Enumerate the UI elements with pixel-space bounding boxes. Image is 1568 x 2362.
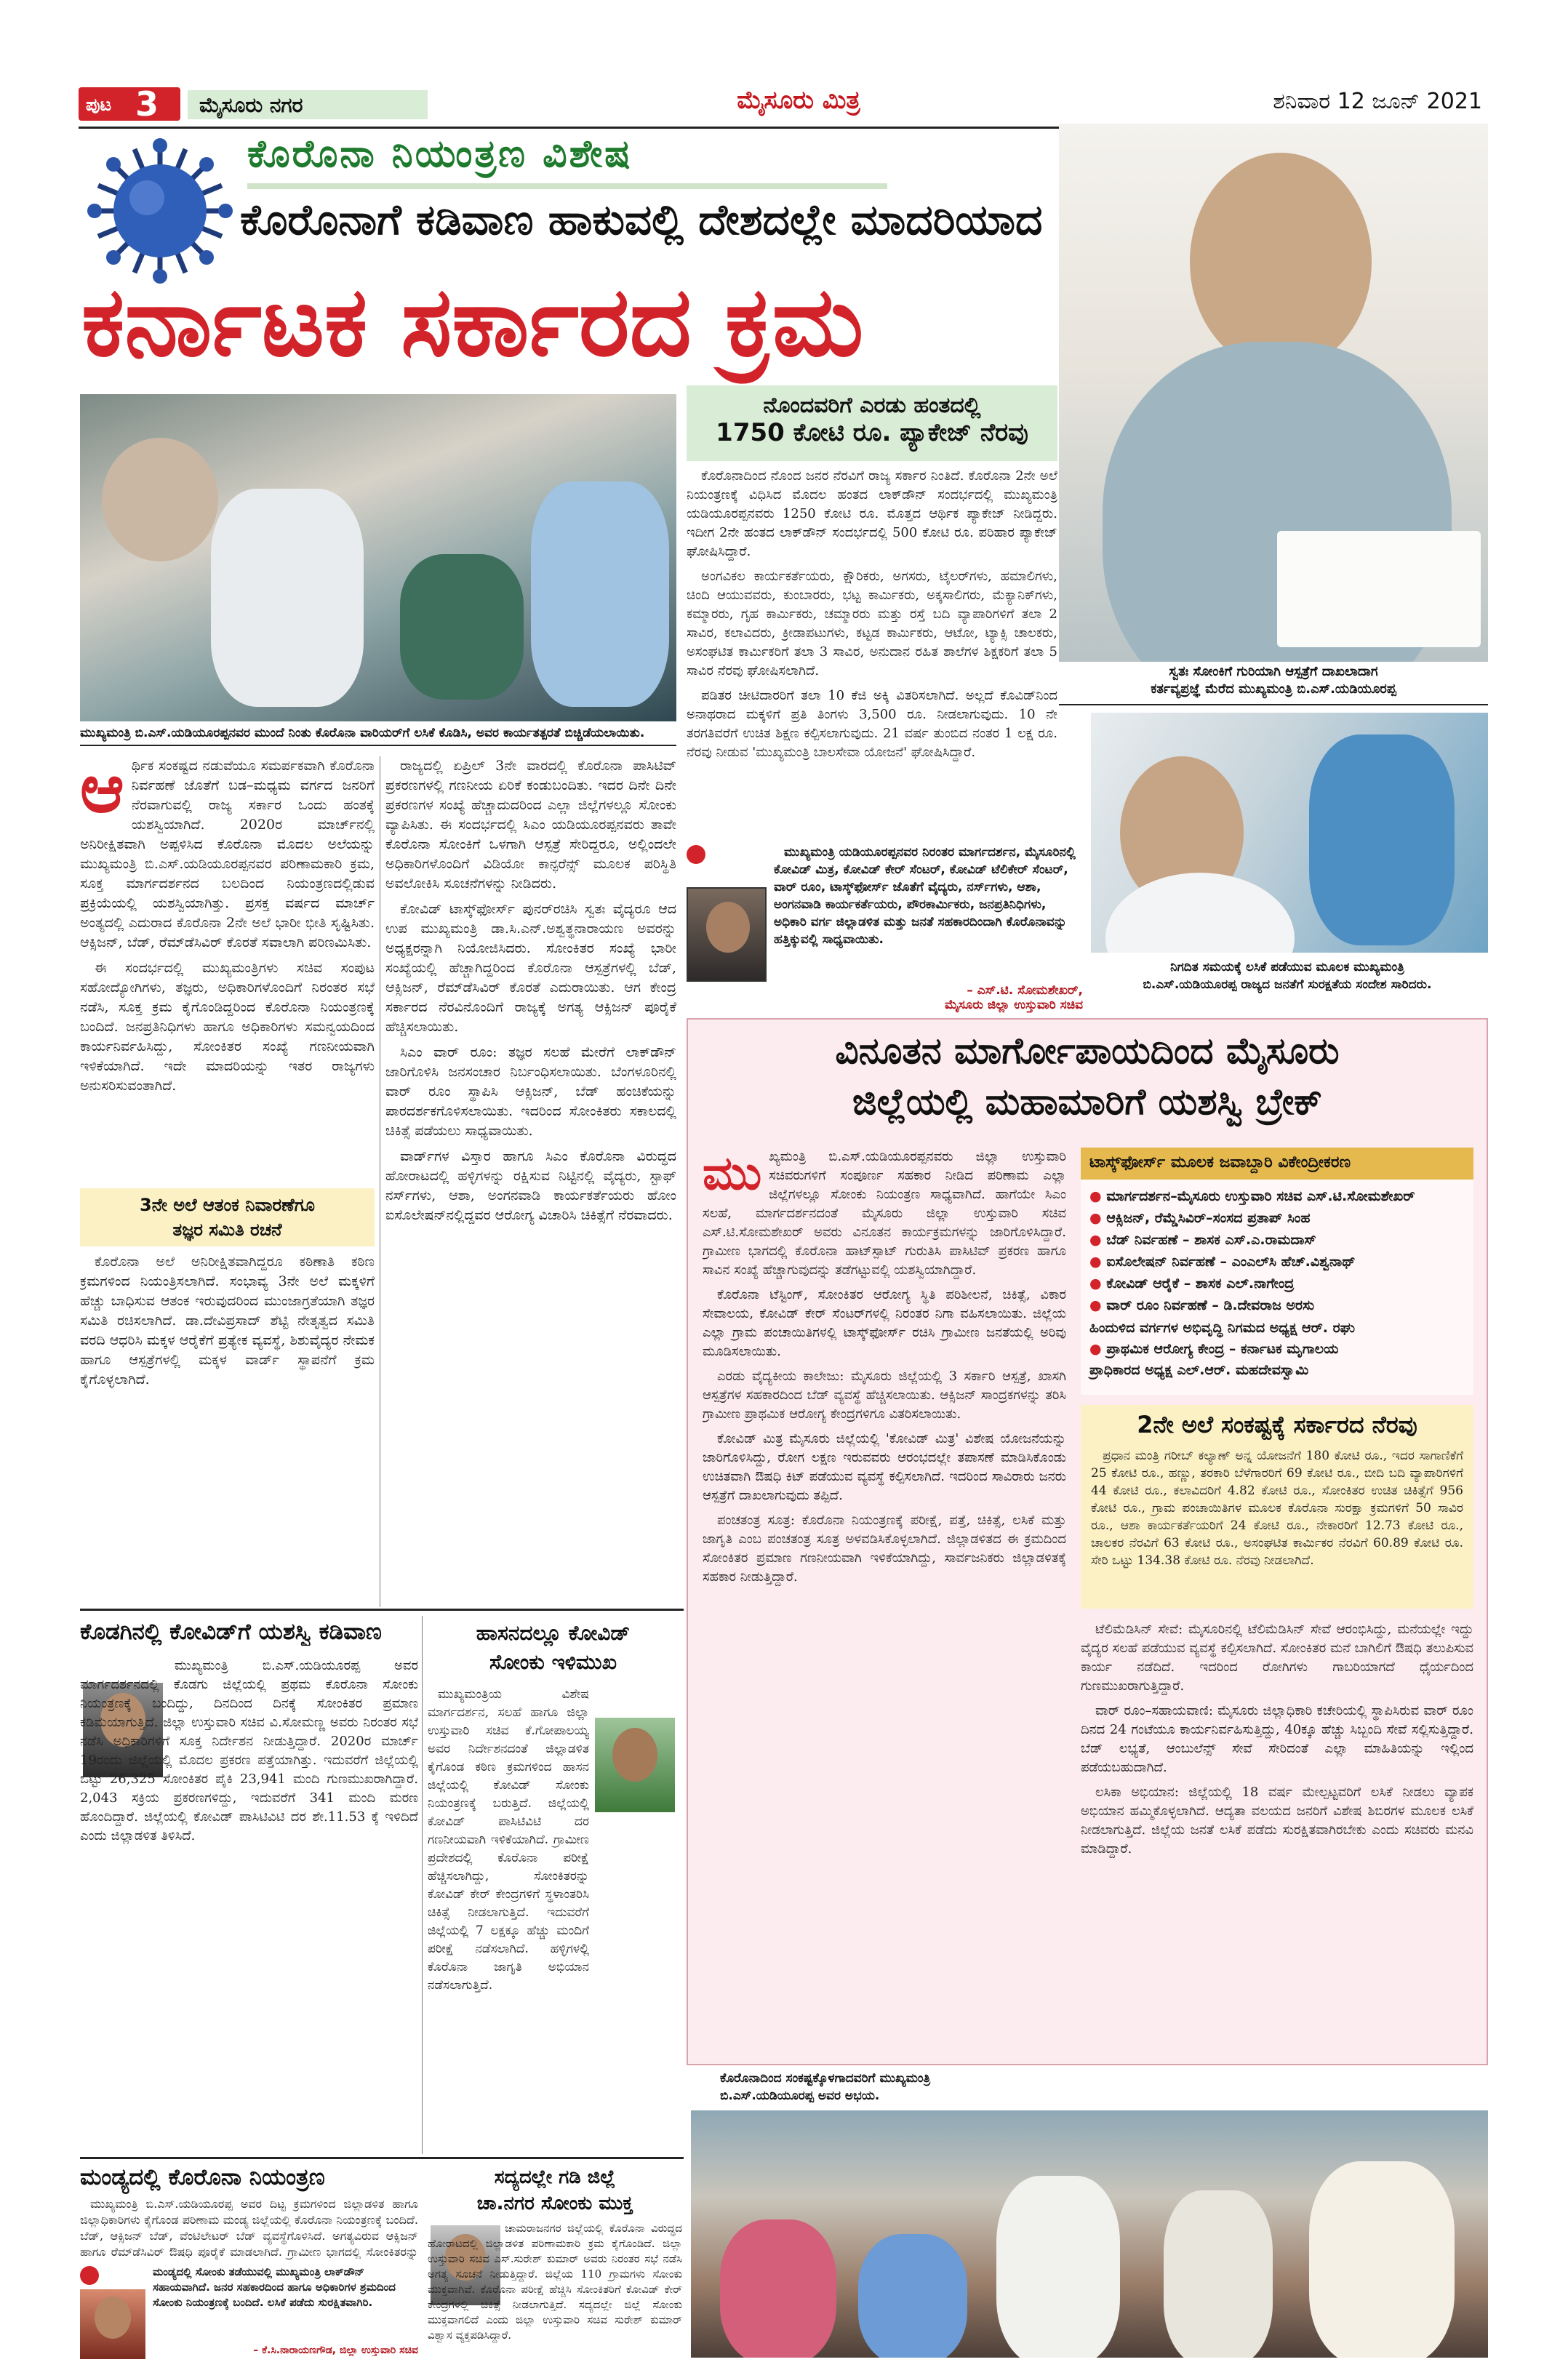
vaccine-photo-caption: ನಿಗದಿತ ಸಮಯಕ್ಕೆ ಲಸಿಕೆ ಪಡೆಯುವ ಮೂಲಕ ಮುಖ್ಯಮಂತ್ರಿ ಬಿ.ಎಸ್.ಯಡಿಯೂರಪ್ಪ ರಾಜ್ಯದ ಜನತೆಗೆ ಸುರಕ್ಷತೆಯ ಸಂದೇಶ ಸಾರಿದರು.: [1143, 960, 1432, 992]
taskforce-item: ● ಕೋವಿಡ್ ಆರೈಕೆ – ಶಾಸಕ ಎಲ್.ನಾಗೇಂದ್ರ: [1089, 1273, 1468, 1294]
taskforce-list: [1089, 1185, 1468, 1380]
somashekar-quote-text: ಮುಖ್ಯಮಂತ್ರಿ ಯಡಿಯೂರಪ್ಪನವರ ನಿರಂತರ ಮಾರ್ಗದರ್ಶನ, ಮೈಸೂರಿನಲ್ಲಿ ಕೋವಿಡ್ ಮಿತ್ರ, ಕೋವಿಡ್ ಕೇರ್ ಸೆಂಟರ್, ಕೋವಿಡ್ ಟೆಲಿಕೇರ್ ಸೆಂಟರ್, ವಾರ್ ರೂಂ, ಟಾಸ್ಕ್‌ಫೋರ್ಸ್ ಜೊತೆಗೆ ವೈದ್ಯರು, ನರ್ಸ್‌ಗಳು, ಆಶಾ, ಅಂಗನವಾಡಿ ಕಾರ್ಯಕರ್ತೆಯರು, ಪೌರಕಾರ್ಮಿಕರು, ಜನಪ್ರತಿನಿಧಿಗಳು, ಅಧಿಕಾರಿ ವರ್ಗ ಜಿಲ್ಲಾಡಳಿತ ಮತ್ತು ಜನತೆ ಸಹಕಾರದಿಂದಾಗಿ ಕೊರೊನಾವನ್ನು ಹತ್ತಿಕ್ಕುವಲ್ಲಿ ಸಾಧ್ಯವಾಯಿತು.: [774, 845, 1076, 947]
cm-head-shape: [1190, 153, 1372, 371]
second-wave-body: ಪ್ರಧಾನ ಮಂತ್ರಿ ಗರೀಬ್ ಕಲ್ಯಾಣ್ ಅನ್ನ ಯೋಜನೆಗೆ 180 ಕೋಟಿ ರೂ., ಇದರ ಸಾಗಾಣಿಕೆಗೆ 25 ಕೋಟಿ ರೂ., ಹಣ್ಣು, ತರಕಾರಿ ಬೆಳೆಗಾರರಿಗೆ 69 ಕೋಟಿ ರೂ., ಬೀದಿ ಬದಿ ವ್ಯಾಪಾರಿಗಳಿಗೆ 44 ಕೋಟಿ ರೂ., ಕಲಾವಿದರಿಗೆ 4.82 ಕೋಟಿ ರೂ., ಸೋಂಕಿತರ ಉಚಿತ ಚಿಕಿತ್ಸೆಗೆ 956 ಕೋಟಿ ರೂ., ಗ್ರಾಮ ಪಂಚಾಯಿತಿಗಳ ಮೂಲಕ ಕೊರೊನಾ ಸುರಕ್ಷಾ ಕ್ರಮಗಳಿಗೆ 50 ಸಾವಿರ ರೂ., ಆಶಾ ಕಾರ್ಯಕರ್ತೆಯರಿಗೆ 24 ಕೋಟಿ ರೂ., ನೇಕಾರರಿಗೆ 12.73 ಕೋಟಿ ರೂ., ಚಾಲಕರ ನೆರವಿಗೆ 63 ಕೋಟಿ ರೂ., ಅಸಂಘಟಿತ ಕಾರ್ಮಿಕರ ನೆರವಿಗೆ 60.89 ಕೋಟಿ ರೂ. ಸೇರಿ ಒಟ್ಟು 134.38 ಕೋಟಿ ರೂ. ನೆರವು ನೀಡಲಾಗಿದೆ.: [1091, 1449, 1463, 1568]
somashekar-quote: [687, 844, 1083, 1018]
taskforce-item: ● ಐಸೊಲೇಷನ್ ನಿರ್ವಹಣೆ – ಎಂಎಲ್‌ಸಿ ಹೆಚ್.ವಿಶ್ವನಾಥ್: [1089, 1251, 1468, 1273]
innovative-box: [687, 1018, 1488, 2065]
headline-deck: ಕೊರೊನಾಗೆ ಕಡಿವಾಣ ಹಾಕುವಲ್ಲಿ ದೇಶದಲ್ಲೇ ಮಾದರಿಯಾದ: [240, 195, 1043, 244]
issue-date: ಶನಿವಾರ 12 ಜೂನ್ 2021: [1273, 89, 1482, 114]
mandya-title: ಮಂಡ್ಯದಲ್ಲಿ ಕೊರೊನಾ ನಿಯಂತ್ರಣ: [80, 2164, 325, 2190]
somashekar-avatar: [687, 887, 767, 982]
hassan-title: ಹಾಸನದಲ್ಲೂ ಕೋವಿಡ್ ಸೋಂಕು ಇಳಿಮುಖ: [476, 1621, 631, 1674]
third-wave-body: ಕೊರೊನಾ ಅಲೆ ಅನಿರೀಕ್ಷಿತವಾಗಿದ್ದರೂ ಕಠಿಣಾತಿ ಕಠಿಣ ಕ್ರಮಗಳಿಂದ ನಿಯಂತ್ರಿಸಲಾಗಿದೆ. ಸಂಭಾವ್ಯ 3ನೇ ಅಲೆ ಮಕ್ಕಳಿಗೆ ಹೆಚ್ಚು ಬಾಧಿಸುವ ಆತಂಕ ಇರುವುದರಿಂದ ಮುಂಜಾಗ್ರತೆಯಾಗಿ ತಜ್ಞರ ಸಮಿತಿ ರಚಿಸಲಾಗಿದೆ. ಡಾ.ದೇವಿಪ್ರಸಾದ್ ಶೆಟ್ಟಿ ನೇತೃತ್ವದ ಸಮಿತಿ ವರದಿ ಆಧರಿಸಿ ಮಕ್ಕಳ ಆರೈಕೆಗೆ ಪ್ರತ್ಯೇಕ ವ್ಯವಸ್ಥೆ, ಶಿಶುವೈದ್ಯರ ನೇಮಕ ಹಾಗೂ ಆಸ್ಪತ್ರೆಗಳಲ್ಲಿ ಮಕ್ಕಳ ವಾರ್ಡ್ ಸ್ಥಾಪನೆಗೆ ಕ್ರಮ ಕೈಗೊಳ್ಳಲಾಗಿದೆ.: [80, 1254, 375, 1388]
taskforce-item: ● ಬೆಡ್ ನಿರ್ವಹಣೆ – ಶಾಸಕ ಎಸ್.ಎ.ರಾಮದಾಸ್: [1089, 1229, 1468, 1251]
second-wave-title: 2ನೇ ಅಲೆ ಸಂಕಷ್ಟಕ್ಕೆ ಸರ್ಕಾರದ ನೆರವು: [1137, 1411, 1417, 1438]
somashekar-attribution: – ಎಸ್.ಟಿ. ಸೋಮಶೇಖರ್, ಮೈಸೂರು ಜಿಲ್ಲಾ ಉಸ್ತುವಾರಿ ಸಚಿವ: [945, 983, 1083, 1012]
second-wave-box: [1081, 1405, 1473, 1609]
page-number: 3: [135, 84, 159, 124]
hassan-body: ಮುಖ್ಯಮಂತ್ರಿಯ ವಿಶೇಷ ಮಾರ್ಗದರ್ಶನ, ಸಲಹೆ ಹಾಗೂ ಜಿಲ್ಲಾ ಉಸ್ತುವಾರಿ ಸಚಿವ ಕೆ.ಗೋಪಾಲಯ್ಯ ಅವರ ನಿರ್ದೇಶನದಂತೆ ಜಿಲ್ಲಾಡಳಿತ ಕೈಗೊಂಡ ಕಠಿಣ ಕ್ರಮಗಳಿಂದ ಹಾಸನ ಜಿಲ್ಲೆಯಲ್ಲಿ ಕೋವಿಡ್ ಸೋಂಕು ನಿಯಂತ್ರಣಕ್ಕೆ ಬರುತ್ತಿದೆ. ಜಿಲ್ಲೆಯಲ್ಲಿ ಕೋವಿಡ್ ಪಾಸಿಟಿವಿಟಿ ದರ ಗಣನೀಯವಾಗಿ ಇಳಿಕೆಯಾಗಿದೆ. ಗ್ರಾಮೀಣ ಪ್ರದೇಶದಲ್ಲಿ ಕೊರೊನಾ ಪರೀಕ್ಷೆ ಹೆಚ್ಚಿಸಲಾಗಿದ್ದು, ಸೋಂಕಿತರನ್ನು ಕೋವಿಡ್ ಕೇರ್ ಕೇಂದ್ರಗಳಿಗೆ ಸ್ಥಳಾಂತರಿಸಿ ಚಿಕಿತ್ಸೆ ನೀಡಲಾಗುತ್ತಿದೆ. ಇದುವರೆಗೆ ಜಿಲ್ಲೆಯಲ್ಲಿ 7 ಲಕ್ಷಕ್ಕೂ ಹೆಚ್ಚು ಮಂದಿಗೆ ಪರೀಕ್ಷೆ ನಡೆಸಲಾಗಿದೆ. ಹಳ್ಳಿಗಳಲ್ಲಿ ಕೊರೊನಾ ಜಾಗೃತಿ ಅಭಿಯಾನ ನಡೆಸಲಾಗುತ್ತಿದೆ.: [428, 1687, 589, 1993]
taskforce-item: ● ಆಕ್ಸಿಜನ್, ರೆಮ್ಡೆಸಿವಿರ್–ಸಂಸದ ಪ್ರತಾಪ್ ಸಿಂಹ: [1089, 1207, 1468, 1229]
chamarajanagar-story: [428, 2164, 682, 2362]
headline-kicker: ಕೊರೊನಾ ನಿಯಂತ್ರಣ ವಿಶೇಷ: [247, 132, 633, 176]
vaccination-event-photo: [80, 394, 676, 721]
hassan-minister-avatar: [595, 1718, 675, 1812]
cm-crowd-photo: [691, 2110, 1488, 2358]
headline-main: ಕರ್ನಾಟಕ ಸರ್ಕಾರದ ಕ್ರಮ: [81, 268, 864, 378]
package-box-title: ನೊಂದವರಿಗೆ ಎರಡು ಹಂತದಲ್ಲಿ 1750 ಕೋಟಿ ರೂ. ಪ್ಯಾಕೇಜ್ ನೆರವು: [687, 385, 1057, 461]
cm-photo-caption: ಸ್ವತಃ ಸೋಂಕಿಗೆ ಗುರಿಯಾಗಿ ಆಸ್ಪತ್ರೆಗೆ ದಾಖಲಾದಾಗ ಕರ್ತವ್ಯಪ್ರಜ್ಞೆ ಮೆರೆದ ಮುಖ್ಯಮಂತ್ರಿ ಬಿ.ಎಸ್.ಯಡಿಯೂರಪ್ಪ: [1151, 664, 1396, 697]
package-box-body: ಕೊರೊನಾದಿಂದ ನೊಂದ ಜನರ ನೆರವಿಗೆ ರಾಜ್ಯ ಸರ್ಕಾರ ನಿಂತಿದೆ. ಕೊರೊನಾ 2ನೇ ಅಲೆ ನಿಯಂತ್ರಣಕ್ಕೆ ವಿಧಿಸಿದ ಮೊದಲ ಹಂತದ ಲಾಕ್‌ಡೌನ್ ಸಂದರ್ಭದಲ್ಲಿ ಮುಖ್ಯಮಂತ್ರಿ ಯಡಿಯೂರಪ್ಪನವರು 1250 ಕೋಟಿ ರೂ. ಮೊತ್ತದ ಆರ್ಥಿಕ ಪ್ಯಾಕೇಜ್ ನೀಡಿದ್ದರು. ಇದೀಗ 2ನೇ ಹಂತದ ಲಾಕ್‌ಡೌನ್ ಸಂದರ್ಭದಲ್ಲಿ 500 ಕೋಟಿ ರೂ. ಪರಿಹಾರ ಪ್ಯಾಕೇಜ್ ಘೋಷಿಸಿದ್ದಾರೆ. ಅಂಗವಿಕಲ ಕಾರ್ಯಕರ್ತೆಯರು, ಕ್ಷೌರಿಕರು, ಅಗಸರು, ಟೈಲರ್‌ಗಳು, ಹಮಾಲಿಗಳು, ಚಿಂದಿ ಆಯುವವರು, ಕುಂಬಾರರು, ಭಟ್ಟ ಕಾರ್ಮಿಕರು, ಅಕ್ಕಸಾಲಿಗರು, ಮೆಕ್ಯಾನಿಕ್‌ಗಳು, ಕಮ್ಮಾರರು, ಗೃಹ ಕಾರ್ಮಿಕರು, ಚಮ್ಮಾರರು ಮತ್ತು ರಸ್ತೆ ಬದಿ ವ್ಯಾಪಾರಿಗಳಿಗೆ ತಲಾ 2 ಸಾವಿರ, ಕಲಾವಿದರು, ಕ್ರೀಡಾಪಟುಗಳು, ಕಟ್ಟಡ ಕಾರ್ಮಿಕರು, ಆಟೋ, ಟ್ಯಾಕ್ಸಿ ಚಾಲಕರು, ಅಸಂಘಟಿತ ಕಾರ್ಮಿಕರಿಗೆ ತಲಾ 3 ಸಾವಿರ, ಅನುದಾನ ರಹಿತ ಶಾಲೆಗಳ ಶಿಕ್ಷಕರಿಗೆ ತಲಾ 5 ಸಾವಿರ ನೆರವು ಘೋಷಿಸಲಾಗಿದೆ. ಪಡಿತರ ಚೀಟಿದಾರರಿಗೆ ತಲಾ 10 ಕೆಜಿ ಅಕ್ಕಿ ವಿತರಿಸಲಾಗಿದೆ. ಅಲ್ಲದೆ ಕೊವಿಡ್‌ನಿಂದ ಅನಾಥರಾದ ಮಕ್ಕಳಿಗೆ ಪ್ರತಿ ತಿಂಗಳು 3,500 ರೂ. ನೀಡಲಾಗುವುದು. 10 ನೇ ತರಗತಿವರೆಗೆ ಉಚಿತ ಶಿಕ್ಷಣ ಕಲ್ಪಿಸಲಾಗುವುದು. 21 ವರ್ಷ ತುಂಬಿದ ನಂತರ 1 ಲಕ್ಷ ರೂ. ನೆರವು ನೀಡುವ 'ಮುಖ್ಯಮಂತ್ರಿ ಬಾಲಸೇವಾ ಯೋಜನೆ' ಘೋಷಿಸಿದ್ದಾರೆ.: [687, 468, 1057, 760]
innovative-right-column: ಟೆಲಿಮೆಡಿಸಿನ್ ಸೇವೆ: ಮೈಸೂರಿನಲ್ಲಿ ಟೆಲಿಮೆಡಿಸಿನ್ ಸೇವೆ ಆರಂಭಿಸಿದ್ದು, ಮನೆಯಲ್ಲೇ ಇದ್ದು ವೈದ್ಯರ ಸಲಹೆ ಪಡೆಯುವ ವ್ಯವಸ್ಥೆ ಕಲ್ಪಿಸಲಾಗಿದೆ. ಸೋಂಕಿತರ ಮನೆ ಬಾಗಿಲಿಗೆ ಔಷಧಿ ತಲುಪಿಸುವ ಕಾರ್ಯ ನಡೆದಿದೆ. ಇದರಿಂದ ರೋಗಿಗಳು ಗಾಬರಿಯಾಗದೆ ಧೈರ್ಯದಿಂದ ಗುಣಮುಖರಾಗುತ್ತಿದ್ದಾರೆ. ವಾರ್ ರೂಂ–ಸಹಾಯವಾಣಿ: ಮೈಸೂರು ಜಿಲ್ಲಾಧಿಕಾರಿ ಕಚೇರಿಯಲ್ಲಿ ಸ್ಥಾಪಿಸಿರುವ ವಾರ್ ರೂಂ ದಿನದ 24 ಗಂಟೆಯೂ ಕಾರ್ಯನಿರ್ವಹಿಸುತ್ತಿದ್ದು, 40ಕ್ಕೂ ಹೆಚ್ಚು ಸಿಬ್ಬಂದಿ ಸೇವೆ ಸಲ್ಲಿಸುತ್ತಿದ್ದಾರೆ. ಬೆಡ್ ಲಭ್ಯತೆ, ಆಂಬುಲೆನ್ಸ್ ಸೇವೆ ಸೇರಿದಂತೆ ಎಲ್ಲಾ ಮಾಹಿತಿಯನ್ನು ಇಲ್ಲಿಂದ ಪಡೆಯಬಹುದಾಗಿದೆ. ಲಸಿಕಾ ಅಭಿಯಾನ: ಜಿಲ್ಲೆಯಲ್ಲಿ 18 ವರ್ಷ ಮೇಲ್ಪಟ್ಟವರಿಗೆ ಲಸಿಕೆ ನೀಡಲು ವ್ಯಾಪಕ ಅಭಿಯಾನ ಹಮ್ಮಿಕೊಳ್ಳಲಾಗಿದೆ. ಆದ್ಯತಾ ವಲಯದ ಜನರಿಗೆ ವಿಶೇಷ ಶಿಬಿರಗಳ ಮೂಲಕ ಲಸಿಕೆ ನೀಡಲಾಗುತ್ತಿದೆ. ಜಿಲ್ಲೆಯ ಜನತೆ ಲಸಿಕೆ ಪಡೆದು ಸುರಕ್ಷಿತವಾಗಿರಬೇಕು ಎಂದು ಸಚಿವರು ಮನವಿ ಮಾಡಿದ್ದಾರೆ.: [1081, 1622, 1473, 1857]
chamarajanagar-title: ಸದ್ಯದಲ್ಲೇ ಗಡಿ ಜಿಲ್ಲೆ ಚಾ.ನಗರ ಸೋಂಕು ಮುಕ್ತ: [476, 2166, 633, 2214]
hassan-story: [428, 1616, 679, 2154]
paper-name: ಮೈಸೂರು ಮಿತ್ರ: [737, 86, 860, 115]
third-wave-title: 3ನೇ ಅಲೆ ಆತಂಕ ನಿವಾರಣೆಗೂ ತಜ್ಞರ ಸಮಿತಿ ರಚನೆ: [80, 1188, 375, 1246]
bottom-photo-caption: ಕೊರೊನಾದಿಂದ ಸಂಕಷ್ಟಕ್ಕೊಳಗಾದವರಿಗೆ ಮುಖ್ಯಮಂತ್ರಿ ಬಿ.ಎಸ್.ಯಡಿಯೂರಪ್ಪ ಅವರ ಅಭಯ.: [720, 2071, 931, 2103]
page-number-badge: [79, 84, 180, 124]
section-name: ಮೈಸೂರು ನಗರ: [188, 90, 428, 119]
mandya-story: [80, 2164, 418, 2362]
taskforce-footer: ಹಿಂದುಳಿದ ವರ್ಗಗಳ ಅಭಿವೃದ್ಧಿ ನಿಗಮದ ಅಧ್ಯಕ್ಷ ಆರ್. ರಘು ● ಪ್ರಾಥಮಿಕ ಆರೋಗ್ಯ ಕೇಂದ್ರ – ಕರ್ನಾಟಕ ಮೃಗಾಲಯ ಪ್ರಾಧಿಕಾರದ ಅಧ್ಯಕ್ಷ ಎಲ್.ಆರ್. ಮಹದೇವಸ್ವಾಮಿ: [1089, 1318, 1468, 1380]
paper-shape: [1277, 531, 1481, 647]
middle-article: ರಾಜ್ಯದಲ್ಲಿ ಏಪ್ರಿಲ್ 3ನೇ ವಾರದಲ್ಲಿ ಕೊರೊನಾ ಪಾಸಿಟಿವ್ ಪ್ರಕರಣಗಳಲ್ಲಿ ಗಣನೀಯ ಏರಿಕೆ ಕಂಡುಬಂದಿತು. ಇದರ ದಿನೇ ದಿನೇ ಪ್ರಕರಣಗಳ ಸಂಖ್ಯೆ ಹೆಚ್ಚಾದುದರಿಂದ ಎಲ್ಲಾ ಜಿಲ್ಲೆಗಳಲ್ಲೂ ಸೋಂಕು ವ್ಯಾಪಿಸಿತು. ಈ ಸಂದರ್ಭದಲ್ಲಿ ಸಿಎಂ ಯಡಿಯೂರಪ್ಪನವರು ತಾವೇ ಕೊರೊನಾ ಸೋಂಕಿಗೆ ಒಳಗಾಗಿ ಆಸ್ಪತ್ರೆ ಸೇರಿದ್ದರೂ, ಅಲ್ಲಿಂದಲೇ ಅಧಿಕಾರಿಗಳೊಂದಿಗೆ ವಿಡಿಯೋ ಕಾನ್ಫರೆನ್ಸ್ ಮೂಲಕ ಪರಿಸ್ಥಿತಿ ಅವಲೋಕಿಸಿ ಸೂಚನೆಗಳನ್ನು ನೀಡಿದರು. ಕೋವಿಡ್ ಟಾಸ್ಕ್‌ಫೋರ್ಸ್ ಪುನರ್‌ರಚಿಸಿ ಸ್ವತಃ ವೈದ್ಯರೂ ಆದ ಉಪ ಮುಖ್ಯಮಂತ್ರಿ ಡಾ.ಸಿ.ಎನ್.ಅಶ್ವತ್ಥನಾರಾಯಣ ಅವರನ್ನು ಅಧ್ಯಕ್ಷರನ್ನಾಗಿ ನಿಯೋಜಿಸಿದರು. ಸೋಂಕಿತರ ಸಂಖ್ಯೆ ಭಾರೀ ಸಂಖ್ಯೆಯಲ್ಲಿ ಹೆಚ್ಚಾಗಿದ್ದರಿಂದ ಕೊರೊನಾ ಆಸ್ಪತ್ರೆಗಳಲ್ಲಿ ಬೆಡ್, ಆಕ್ಸಿಜನ್, ರೆಮ್‌ಡೆಸಿವಿರ್ ಕೊರತೆ ಎದುರಾಯಿತು. ಆಗ ಕೇಂದ್ರ ಸರ್ಕಾರದ ನೆರವಿನೊಂದಿಗೆ ರಾಜ್ಯಕ್ಕೆ ಅಗತ್ಯ ಆಕ್ಸಿಜನ್ ಪೂರೈಕೆ ಹೆಚ್ಚಿಸಲಾಯಿತು. ಸಿಎಂ ವಾರ್ ರೂಂ: ತಜ್ಞರ ಸಲಹೆ ಮೇರೆಗೆ ಲಾಕ್‌ಡೌನ್ ಜಾರಿಗೊಳಿಸಿ ಜನಸಂಚಾರ ನಿರ್ಬಂಧಿಸಲಾಯಿತು. ಬೆಂಗಳೂರಿನಲ್ಲಿ ವಾರ್ ರೂಂ ಸ್ಥಾಪಿಸಿ ಆಕ್ಸಿಜನ್, ಬೆಡ್ ಹಂಚಿಕೆಯನ್ನು ಪಾರದರ್ಶಕಗೊಳಿಸಲಾಯಿತು. ಇದರಿಂದ ಸೋಂಕಿತರು ಸಕಾಲದಲ್ಲಿ ಚಿಕಿತ್ಸೆ ಪಡೆಯಲು ಸಾಧ್ಯವಾಯಿತು. ವಾರ್ಡ್‌ಗಳ ವಿಸ್ತಾರ ಹಾಗೂ ಸಿಎಂ ಕೊರೊನಾ ವಿರುದ್ಧದ ಹೋರಾಟದಲ್ಲಿ ಹಳ್ಳಿಗಳನ್ನು ರಕ್ಷಿಸುವ ನಿಟ್ಟಿನಲ್ಲಿ ವೈದ್ಯರು, ಸ್ಟಾಫ್ ನರ್ಸ್‌ಗಳು, ಆಶಾ, ಅಂಗನವಾಡಿ ಕಾರ್ಯಕರ್ತೆಯರು ಹೋಂ ಐಸೊಲೇಷನ್‌ನಲ್ಲಿದ್ದವರ ಆರೋಗ್ಯ ವಿಚಾರಿಸಿ ಚಿಕಿತ್ಸೆಗೆ ನೆರವಾದರು.: [385, 758, 676, 1223]
kodagu-title: ಕೊಡಗಿನಲ್ಲಿ ಕೋವಿಡ್‌ಗೆ ಯಶಸ್ವಿ ಕಡಿವಾಣ: [80, 1619, 382, 1645]
third-wave-box: [80, 1188, 375, 1603]
kodagu-story: [80, 1616, 418, 2154]
innovative-left-column: ಮು ಖ್ಯಮಂತ್ರಿ ಬಿ.ಎಸ್.ಯಡಿಯೂರಪ್ಪನವರು ಜಿಲ್ಲಾ ಉಸ್ತುವಾರಿ ಸಚಿವರುಗಳಿಗೆ ಸಂಪೂರ್ಣ ಸಹಕಾರ ನೀಡಿದ ಪರಿಣಾಮ ಎಲ್ಲಾ ಜಿಲ್ಲೆಗಳಲ್ಲೂ ಸೋಂಕು ನಿಯಂತ್ರಣ ಸಾಧ್ಯವಾಗಿದೆ. ಹಾಗೆಯೇ ಸಿಎಂ ಸಲಹೆ, ಮಾರ್ಗದರ್ಶನದಂತೆ ಮೈಸೂರು ಜಿಲ್ಲಾ ಉಸ್ತುವಾರಿ ಸಚಿವ ಎಸ್.ಟಿ.ಸೋಮಶೇಖರ್ ಅವರು ವಿನೂತನ ಕಾರ್ಯಕ್ರಮಗಳನ್ನು ಜಾರಿಗೊಳಿಸಿದ್ದಾರೆ. ಗ್ರಾಮೀಣ ಭಾಗದಲ್ಲಿ ಕೊರೊನಾ ಹಾಟ್‌ಸ್ಪಾಟ್ ಗುರುತಿಸಿ ಪಾಸಿಟಿವ್ ಪ್ರಕರಣ ಹಾಗೂ ಸಾವಿನ ಸಂಖ್ಯೆ ಹೆಚ್ಚಾಗುವುದನ್ನು ತಡೆಗಟ್ಟುವಲ್ಲಿ ಯಶಸ್ವಿಯಾಗಿದ್ದಾರೆ. ಕೊರೊನಾ ಟೆಸ್ಟಿಂಗ್, ಸೋಂಕಿತರ ಆರೋಗ್ಯ ಸ್ಥಿತಿ ಪರಿಶೀಲನೆ, ಚಿಕಿತ್ಸೆ, ವಿಕಾರ ಸೇವಾಲಯ, ಕೋವಿಡ್ ಕೇರ್ ಸೆಂಟರ್‌ಗಳಲ್ಲಿ ನಿರಂತರ ನಿಗಾ ವಹಿಸಲಾಯಿತು. ಜಿಲ್ಲೆಯ ಎಲ್ಲಾ ಗ್ರಾಮ ಪಂಚಾಯಿತಿಗಳಲ್ಲಿ ಟಾಸ್ಕ್‌ಫೋರ್ಸ್ ರಚಿಸಿ ಗ್ರಾಮೀಣ ಜನತೆಯಲ್ಲಿ ಅರಿವು ಮೂಡಿಸಲಾಯಿತು. ಎರಡು ವೈದ್ಯಕೀಯ ಕಾಲೇಜು: ಮೈಸೂರು ಜಿಲ್ಲೆಯಲ್ಲಿ 3 ಸರ್ಕಾರಿ ಆಸ್ಪತ್ರೆ, ಖಾಸಗಿ ಆಸ್ಪತ್ರೆಗಳ ಸಹಕಾರದಿಂದ ಬೆಡ್ ವ್ಯವಸ್ಥೆ ಹೆಚ್ಚಿಸಲಾಯಿತು. ಆಕ್ಸಿಜನ್ ಸಾಂದ್ರಕಗಳನ್ನು ತರಿಸಿ ಗ್ರಾಮೀಣ ಪ್ರಾಥಮಿಕ ಆರೋಗ್ಯ ಕೇಂದ್ರಗಳಿಗೂ ವಿತರಿಸಲಾಯಿತು. ಕೋವಿಡ್ ಮಿತ್ರ ಮೈಸೂರು ಜಿಲ್ಲೆಯಲ್ಲಿ 'ಕೋವಿಡ್ ಮಿತ್ರ' ವಿಶೇಷ ಯೋಜನೆಯನ್ನು ಜಾರಿಗೊಳಿಸಿದ್ದು, ರೋಗ ಲಕ್ಷಣ ಇರುವವರು ಆರಂಭದಲ್ಲೇ ತಪಾಸಣೆ ಮಾಡಿಸಿಕೊಂಡು ಉಚಿತವಾಗಿ ಔಷಧಿ ಕಿಟ್ ಪಡೆಯುವ ವ್ಯವಸ್ಥೆ ಕಲ್ಪಿಸಲಾಗಿದೆ. ಇದರಿಂದ ಸಾವಿರಾರು ಜನರು ಆಸ್ಪತ್ರೆಗೆ ದಾಖಲಾಗುವುದು ತಪ್ಪಿದೆ. ಪಂಚತಂತ್ರ ಸೂತ್ರ: ಕೊರೊನಾ ನಿಯಂತ್ರಣಕ್ಕೆ ಪರೀಕ್ಷೆ, ಪತ್ತೆ, ಚಿಕಿತ್ಸೆ, ಲಸಿಕೆ ಮತ್ತು ಜಾಗೃತಿ ಎಂಬ ಪಂಚತಂತ್ರ ಸೂತ್ರ ಅಳವಡಿಸಿಕೊಳ್ಳಲಾಗಿದೆ. ಜಿಲ್ಲಾಡಳಿತದ ಈ ಕ್ರಮದಿಂದ ಸೋಂಕಿತರ ಪ್ರಮಾಣ ಗಣನೀಯವಾಗಿ ಇಳಿಕೆಯಾಗಿದ್ದು, ಸಾರ್ವಜನಿಕರು ಜಿಲ್ಲಾಡಳಿತಕ್ಕೆ ಸಹಕಾರ ನೀಡುತ್ತಿದ್ದಾರೆ.: [703, 1148, 1066, 1585]
cm-vaccine-photo: [1091, 713, 1488, 953]
taskforce-title: ಟಾಸ್ಕ್‌ಫೋರ್ಸ್ ಮೂಲಕ ಜವಾಬ್ದಾರಿ ವಿಕೇಂದ್ರೀಕರಣ: [1081, 1148, 1473, 1180]
kicker-band: [247, 183, 887, 189]
quote-bullet-icon: [687, 845, 705, 864]
mandya-quote-text: ಮಂಡ್ಯದಲ್ಲಿ ಸೋಂಕು ತಡೆಯುವಲ್ಲಿ ಮುಖ್ಯಮಂತ್ರಿ ಲಾಕ್‌ಡೌನ್ ಸಹಾಯವಾಗಿದೆ. ಜನರ ಸಹಕಾರದಿಂದ ಹಾಗೂ ಅಧಿಕಾರಿಗಳ ಶ್ರಮದಿಂದ ಸೋಂಕು ನಿಯಂತ್ರಣಕ್ಕೆ ಬಂದಿದೆ. ಲಸಿಕೆ ಪಡೆದು ಸುರಕ್ಷಿತವಾಗಿರಿ.: [153, 2265, 396, 2309]
page-label: ಪುಟ: [86, 95, 112, 115]
taskforce-item: ● ಮಾರ್ಗದರ್ಶನ–ಮೈಸೂರು ಉಸ್ತುವಾರಿ ಸಚಿವ ಎಸ್.ಟಿ.ಸೋಮಶೇಖರ್: [1089, 1185, 1468, 1207]
masthead: [79, 81, 1482, 125]
lead-article: ಆ ರ್ಥಿಕ ಸಂಕಷ್ಟದ ನಡುವೆಯೂ ಸಮರ್ಪಕವಾಗಿ ಕೊರೊನಾ ನಿರ್ವಹಣೆ ಜೊತೆಗೆ ಬಡ–ಮಧ್ಯಮ ವರ್ಗದ ಜನರಿಗೆ ನೆರವಾಗುವಲ್ಲಿ ರಾಜ್ಯ ಸರ್ಕಾರ ಒಂದು ಹಂತಕ್ಕೆ ಯಶಸ್ವಿಯಾಗಿದೆ. 2020ರ ಮಾರ್ಚ್‌ನಲ್ಲಿ ಅನಿರೀಕ್ಷಿತವಾಗಿ ಅಪ್ಪಳಿಸಿದ ಕೊರೊನಾ ಮೊದಲ ಅಲೆಯನ್ನು ಮುಖ್ಯಮಂತ್ರಿ ಬಿ.ಎಸ್.ಯಡಿಯೂರಪ್ಪನವರ ಪರಿಣಾಮಕಾರಿ ಕ್ರಮ, ಸೂಕ್ತ ಮಾರ್ಗದರ್ಶನದ ಬಲದಿಂದ ನಿಯಂತ್ರಣದಲ್ಲಿಡುವ ಪ್ರಕ್ರಿಯೆಯಲ್ಲಿ ಯಶಸ್ವಿಯಾಗಿತ್ತು. ಪ್ರಸಕ್ತ ವರ್ಷದ ಮಾರ್ಚ್ ಅಂತ್ಯದಲ್ಲಿ ಎದುರಾದ ಕೊರೊನಾ 2ನೇ ಅಲೆ ಭಾರೀ ಭೀತಿ ಸೃಷ್ಟಿಸಿತು. ಆಕ್ಸಿಜನ್, ಬೆಡ್, ರೆಮ್‌ಡೆಸಿವಿರ್ ಕೊರತೆ ಸವಾಲಾಗಿ ಪರಿಣಮಿಸಿತು. ಈ ಸಂದರ್ಭದಲ್ಲಿ ಮುಖ್ಯಮಂತ್ರಿಗಳು ಸಚಿವ ಸಂಪುಟ ಸಹೋದ್ಯೋಗಿಗಳು, ತಜ್ಞರು, ಅಧಿಕಾರಿಗಳೊಂದಿಗೆ ನಿರಂತರ ಸಭೆ ನಡೆಸಿ, ಸೂಕ್ತ ಕ್ರಮ ಕೈಗೊಂಡಿದ್ದರಿಂದ ಕೊರೊನಾ ನಿಯಂತ್ರಣಕ್ಕೆ ಬಂದಿದೆ. ಜನಪ್ರತಿನಿಧಿಗಳು ಹಾಗೂ ಅಧಿಕಾರಿಗಳು ಸಮನ್ವಯದಿಂದ ಕಾರ್ಯನಿರ್ವಹಿಸಿದ್ದು, ಸೋಂಕಿತರ ಸಂಖ್ಯೆ ಗಣನೀಯವಾಗಿ ಇಳಿಕೆಯಾಗಿದೆ. ಇದೇ ಮಾದರಿಯನ್ನು ಇತರ ರಾಜ್ಯಗಳು ಅನುಸರಿಸುವಂತಾಗಿದೆ.: [80, 756, 375, 1094]
main-photo-caption: ಮುಖ್ಯಮಂತ್ರಿ ಬಿ.ಎಸ್.ಯಡಿಯೂರಪ್ಪನವರ ಮುಂದೆ ನಿಂತು ಕೊರೊನಾ ವಾರಿಯರ್‌ಗೆ ಲಸಿಕೆ ಕೊಡಿಸಿ, ಅವರ ಕಾರ್ಯತತ್ಪರತೆ ಬಿಚ್ಚಿಡೆಯಲಾಯಿತು.: [80, 726, 645, 740]
mandya-minister-avatar: [80, 2289, 145, 2359]
mandya-body: ಮುಖ್ಯಮಂತ್ರಿ ಬಿ.ಎಸ್.ಯಡಿಯೂರಪ್ಪ ಅವರ ದಿಟ್ಟ ಕ್ರಮಗಳಿಂದ ಜಿಲ್ಲಾಡಳಿತ ಹಾಗೂ ಜಿಲ್ಲಾಧಿಕಾರಿಗಳು ಕೈಗೊಂಡ ಪರಿಣಾಮ ಮಂಡ್ಯ ಜಿಲ್ಲೆಯಲ್ಲಿ ಕೊರೊನಾ ನಿಯಂತ್ರಣಕ್ಕೆ ಬಂದಿದೆ. ಬೆಡ್, ಆಕ್ಸಿಜನ್ ಬೆಡ್, ವೆಂಟಿಲೇಟರ್ ಬೆಡ್ ವ್ಯವಸ್ಥೆಗೊಳಿಸಿದೆ. ಅಗತ್ಯವಿರುವ ಆಕ್ಸಿಜನ್ ಹಾಗೂ ರೆಮ್‌ಡೆಸಿವಿರ್ ಔಷಧಿ ಪೂರೈಕೆ ಮಾಡಲಾಗಿದೆ. ಗ್ರಾಮೀಣ ಭಾಗದಲ್ಲಿ ಸೋಂಕಿತರನ್ನು: [80, 2197, 418, 2259]
mandya-attribution: – ಕೆ.ಸಿ.ನಾರಾಯಣಗೌಡ, ಜಿಲ್ಲಾ ಉಸ್ತುವಾರಿ ಸಚಿವ: [253, 2345, 418, 2356]
virus-graphic: [80, 131, 240, 291]
package-box: [687, 385, 1057, 829]
innovative-title: ವಿನೂತನ ಮಾರ್ಗೋಪಾಯದಿಂದ ಮೈಸೂರು ಜಿಲ್ಲೆಯಲ್ಲಿ ಮಹಾಮಾರಿಗೆ ಯಶಸ್ವಿ ಬ್ರೇಕ್: [835, 1030, 1340, 1123]
chamarajanagar-body: ಚಾಮರಾಜನಗರ ಜಿಲ್ಲೆಯಲ್ಲಿ ಕೊರೊನಾ ವಿರುದ್ಧದ ಹೋರಾಟದಲ್ಲಿ ಜಿಲ್ಲಾಡಳಿತ ಪರಿಣಾಮಕಾರಿ ಕ್ರಮ ಕೈಗೊಂಡಿದೆ. ಜಿಲ್ಲಾ ಉಸ್ತುವಾರಿ ಸಚಿವ ಎಸ್.ಸುರೇಶ್ ಕುಮಾರ್ ಅವರು ನಿರಂತರ ಸಭೆ ನಡೆಸಿ ಅಗತ್ಯ ಸೂಚನೆ ನೀಡುತ್ತಿದ್ದಾರೆ. ಜಿಲ್ಲೆಯ 110 ಗ್ರಾಮಗಳು ಸೋಂಕು ಮುಕ್ತವಾಗಿವೆ. ಕೊರೊನಾ ಪರೀಕ್ಷೆ ಹೆಚ್ಚಿಸಿ ಸೋಂಕಿತರಿಗೆ ಕೋವಿಡ್ ಕೇರ್ ಕೇಂದ್ರಗಳಲ್ಲಿ ಚಿಕಿತ್ಸೆ ನೀಡಲಾಗುತ್ತಿದೆ. ಸದ್ಯದಲ್ಲೇ ಜಿಲ್ಲೆ ಸೋಂಕು ಮುಕ್ತವಾಗಲಿದೆ ಎಂದು ಜಿಲ್ಲಾ ಉಸ್ತುವಾರಿ ಸಚಿವ ಸುರೇಶ್ ಕುಮಾರ್ ವಿಶ್ವಾಸ ವ್ಯಕ್ತಪಡಿಸಿದ್ದಾರೆ.: [428, 2222, 682, 2342]
cm-signing-photo: [1059, 124, 1488, 662]
kodagu-body: ಮುಖ್ಯಮಂತ್ರಿ ಬಿ.ಎಸ್.ಯಡಿಯೂರಪ್ಪ ಅವರ ಮಾರ್ಗದರ್ಶನದಲ್ಲಿ ಕೊಡಗು ಜಿಲ್ಲೆಯಲ್ಲಿ ಪ್ರಥಮ ಕೊರೊನಾ ಸೋಂಕು ನಿಯಂತ್ರಣಕ್ಕೆ ಬಂದಿದ್ದು, ದಿನದಿಂದ ದಿನಕ್ಕೆ ಸೋಂಕಿತರ ಪ್ರಮಾಣ ಕಡಿಮೆಯಾಗುತ್ತಿದೆ. ಜಿಲ್ಲಾ ಉಸ್ತುವಾರಿ ಸಚಿವ ವಿ.ಸೋಮಣ್ಣ ಅವರು ನಿರಂತರ ಸಭೆ ನಡೆಸಿ ಅಧಿಕಾರಿಗಳಿಗೆ ಸೂಕ್ತ ನಿರ್ದೇಶನ ನೀಡುತ್ತಿದ್ದಾರೆ. 2020ರ ಮಾರ್ಚ್ 19ರಂದು ಜಿಲ್ಲೆಯಲ್ಲಿ ಮೊದಲ ಪ್ರಕರಣ ಪತ್ತೆಯಾಗಿತ್ತು. ಇದುವರೆಗೆ ಜಿಲ್ಲೆಯಲ್ಲಿ ಒಟ್ಟು 26,325 ಸೋಂಕಿತರ ಪೈಕಿ 23,941 ಮಂದಿ ಗುಣಮುಖರಾಗಿದ್ದಾರೆ. 2,043 ಸಕ್ರಿಯ ಪ್ರಕರಣಗಳಿದ್ದು, ಇದುವರೆಗೆ 341 ಮಂದಿ ಮರಣ ಹೊಂದಿದ್ದಾರೆ. ಜಿಲ್ಲೆಯಲ್ಲಿ ಕೋವಿಡ್ ಪಾಸಿಟಿವಿಟಿ ದರ ಶೇ.11.53 ಕ್ಕೆ ಇಳಿದಿದೆ ಎಂದು ಜಿಲ್ಲಾಡಳಿತ ತಿಳಿಸಿದೆ.: [80, 1658, 418, 1843]
mandya-quote-bullet-icon: [80, 2266, 99, 2285]
lead-dropcap: ಆ: [80, 756, 124, 828]
taskforce-item: ● ವಾರ್ ರೂಂ ನಿರ್ವಹಣೆ – ಡಿ.ದೇವರಾಜ ಅರಸು: [1089, 1294, 1468, 1316]
taskforce-box: [1081, 1148, 1473, 1395]
